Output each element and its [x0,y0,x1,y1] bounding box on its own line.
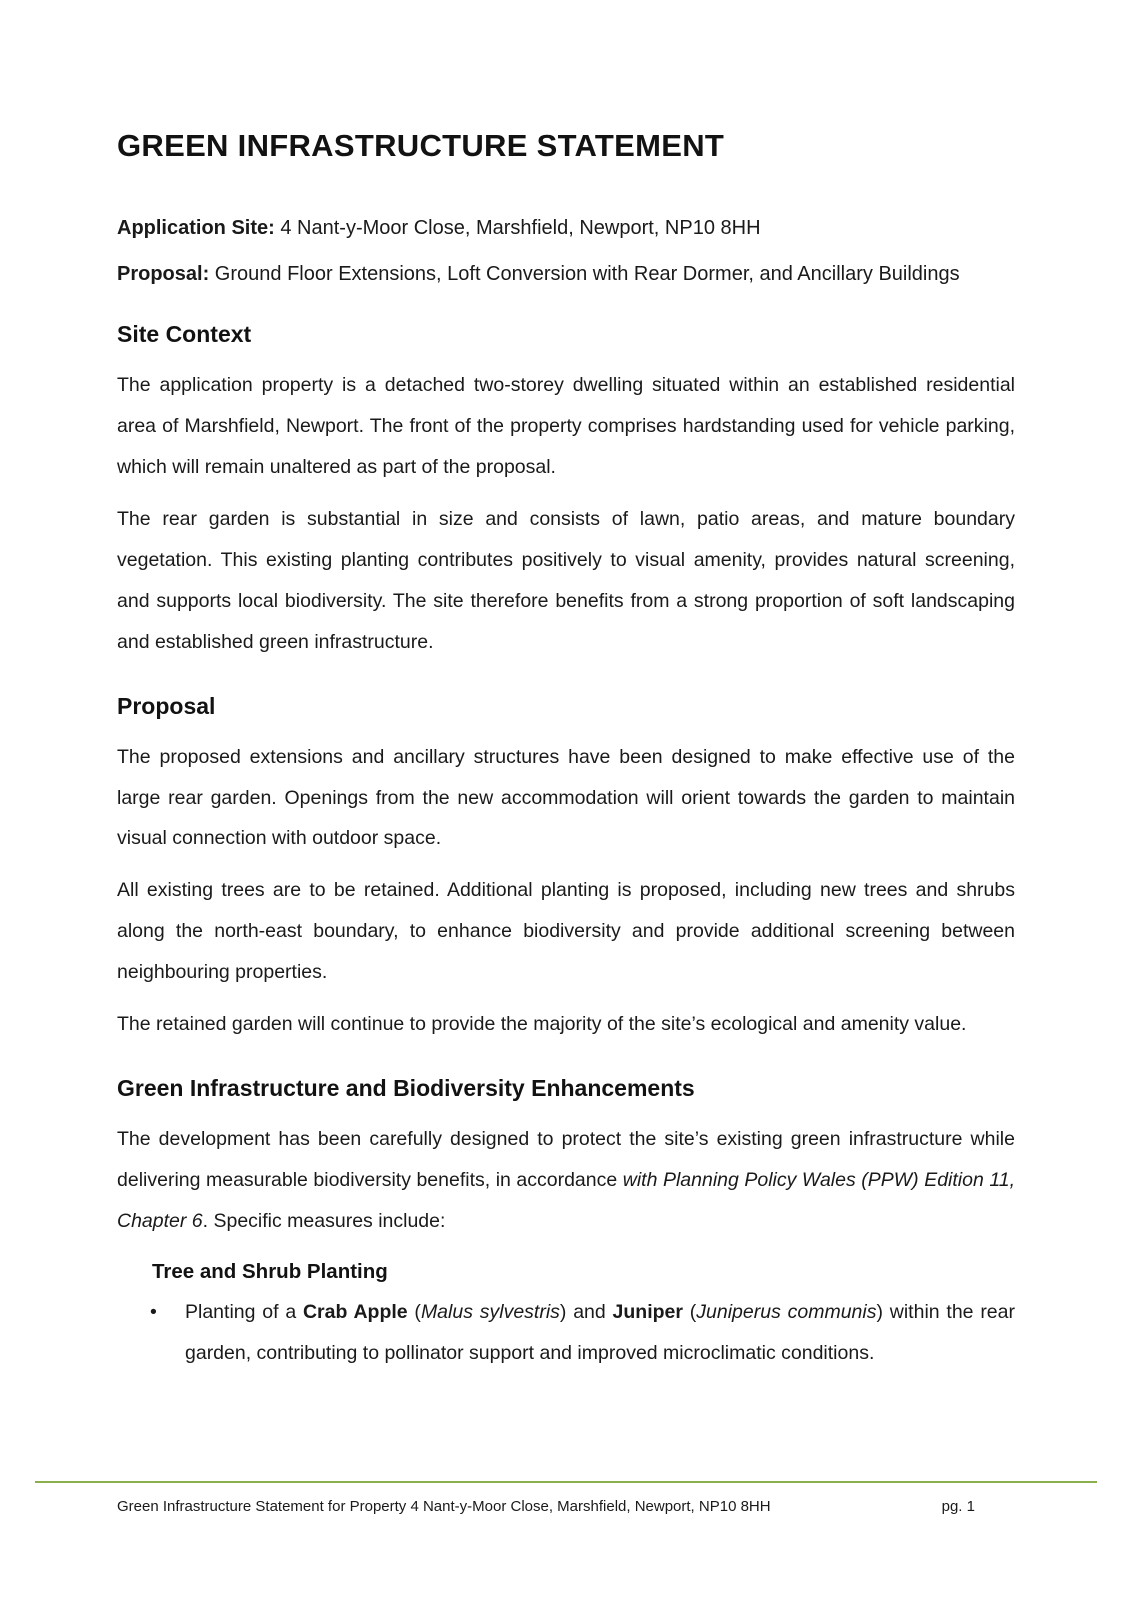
proposal-paragraph-3: The retained garden will continue to provide the majority of the site’s ecological and amenity value. [117,1013,967,1036]
bullet-icon: • [150,1300,157,1323]
footer-page-number: pg. 1 [941,1498,975,1515]
enhancements-paragraph-1-policy-reference: with Planning Policy Wales (PPW) Edition 11, Chapter 6 [117,1169,1015,1232]
bullet-text-juniper: Juniper [612,1300,683,1323]
proposal-label: Proposal: [117,263,210,285]
bullet-text-part1: Planting of a [185,1300,303,1323]
proposal-paragraph-2: All existing trees are to be retained. Additional planting is proposed, including new trees and shrubs along the north-east boundary, to enhance biodiversity and provide additional screening between neighbouring properties. [117,879,1015,984]
site-context-paragraph-1: The application property is a detached two-storey dwelling situated within an established residential area of Marshfield, Newport. The front of the property comprises hardstanding used for vehicle parking, which will remain unaltered as part of the proposal. [117,374,1015,478]
enhancements-paragraph-1-end: . Specific measures include: [202,1210,446,1232]
bullet-text-part5: ) within the rear garden, contributing to pollinator support and improved microclimatic conditions. [185,1300,1015,1364]
proposal-paragraph-1: The proposed extensions and ancillary structures have been designed to make effective use of the large rear garden. Openings from the new accommodation will orient towards the garden to maintain visual connection with outdoor space. [117,745,1015,850]
enhancements-paragraph-1 [117,1119,1015,1242]
footer-row [0,1483,1132,1515]
bullet-text-part4: ( [682,1300,697,1323]
page-footer [0,1481,1132,1515]
document-title: GREEN INFRASTRUCTURE STATEMENT [117,128,725,163]
application-site-label: Application Site: [117,217,275,239]
enhancements-paragraph-1-start: The development has been carefully designed to protect the site’s existing green infrastructure while delivering measurable biodiversity benefits, in accordance [117,1128,1015,1192]
bullet-text-part2: ( [407,1300,421,1323]
bullet-item-planting [150,1292,1015,1374]
proposal-value: Ground Floor Extensions, Loft Conversion with Rear Dormer, and Ancillary Buildings [209,263,960,285]
bullet-text-juniperus-communis: Juniperus communis [696,1300,877,1323]
proposal-heading: Proposal [117,692,216,719]
bullet-text-crab-apple: Crab Apple [302,1300,408,1323]
bullet-item-planting-text [185,1292,1015,1374]
footer-document-title: Green Infrastructure Statement for Property 4 Nant-y-Moor Close, Marshfield, Newport, NP10 8HH [117,1498,771,1515]
application-site-line [117,212,1015,245]
bullet-text-malus-sylvestris: Malus sylvestris [420,1300,560,1323]
site-context-heading: Site Context [117,321,252,347]
proposal-line [117,258,1015,291]
site-context-paragraph-2: The rear garden is substantial in size and consists of lawn, patio areas, and mature boundary vegetation. This existing planting contributes positively to visual amenity, provides natural screening, and supports local biodiversity. The site therefore benefits from a strong proportion of soft landscaping and established green infrastructure. [117,507,1015,653]
tree-shrub-planting-subheading: Tree and Shrub Planting [152,1259,388,1283]
application-site-value: 4 Nant-y-Moor Close, Marshfield, Newport, NP10 8HH [274,217,761,239]
enhancements-heading: Green Infrastructure and Biodiversity Enhancements [117,1075,695,1102]
bullet-text-part3: ) and [559,1300,613,1323]
